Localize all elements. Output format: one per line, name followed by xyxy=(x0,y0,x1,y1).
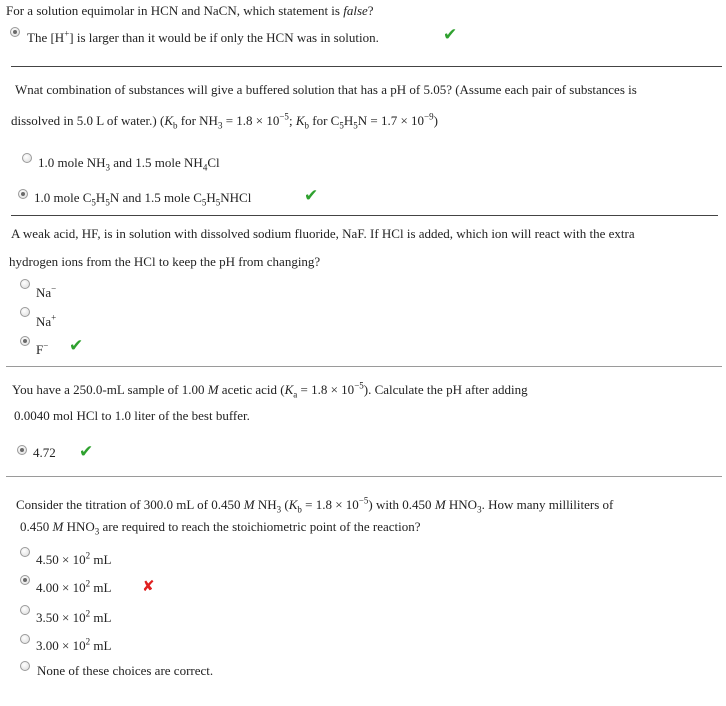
q3-option3-label: F− xyxy=(36,340,49,357)
q2-option1-label: 1.0 mole $NH_3$ and 1.5 mole $NH_4Cl$ xyxy=(38,155,220,173)
q5-option4-label: $3.00 \times 10^2$ mL xyxy=(36,636,112,653)
q3-option1-radio[interactable] xyxy=(20,279,30,289)
q3-prompt-line1: A weak acid, HF, is in solution with dissolved sodium fluoride, NaF. If HCl is added, which ion will react with the extra xyxy=(11,226,635,241)
q2-prompt-line1: Wnat combination of substances will give a buffered solution that has a pH of 5.05? (Assume each pair of substances is xyxy=(15,82,637,97)
q5-prompt-line1: Consider the titration of 300.0 mL of 0.450 M $NH_3$ $(K_b = 1.8 \times 10^{-5})$ with 0.450 M $HNO_3$. How many milliliters of xyxy=(16,495,614,515)
q4-prompt-line1: You have a 250.0-mL sample of 1.00 M acetic acid $(K_a = 1.8 \times 10^{-5})$. Calculate the pH after adding xyxy=(12,380,528,400)
q3-option1-label: Na− xyxy=(36,283,57,300)
q5-option2-radio[interactable] xyxy=(20,575,30,585)
correct-check-icon: ✔ xyxy=(304,186,319,206)
q5-option2-label: $4.00 \times 10^2$ mL xyxy=(36,578,112,595)
q5-option4-radio[interactable] xyxy=(20,634,30,644)
divider xyxy=(11,66,722,67)
q5-prompt-line2: 0.450 M $HNO_3$ are required to reach the stoichiometric point of the reaction? xyxy=(20,519,421,537)
q5-option3-radio[interactable] xyxy=(20,605,30,615)
q2-prompt-line2: dissolved in 5.0 L of water.) ($K_b$ for $NH_3 = 1.8 \times 10^{-5}$; $K_b$ for $C_5H_5N = 1.7 \times 10^{-9}$) xyxy=(11,111,438,131)
correct-check-icon: ✔ xyxy=(69,336,84,356)
q5-option1-label: $4.50 \times 10^2$ mL xyxy=(36,550,112,567)
q1-option-radio[interactable] xyxy=(10,27,20,37)
q3-option2-radio[interactable] xyxy=(20,307,30,317)
q5-option1-radio[interactable] xyxy=(20,547,30,557)
q5-option5-label: None of these choices are correct. xyxy=(37,663,214,678)
q4-answer-label: 4.72 xyxy=(33,445,56,460)
q5-option5-radio[interactable] xyxy=(20,661,30,671)
divider xyxy=(6,366,722,367)
q2-option2-label: 1.0 mole $C_5H_5N$ and 1.5 mole $C_5H_5NHCl$ xyxy=(34,190,252,208)
q2-option2-radio[interactable] xyxy=(18,189,28,199)
divider xyxy=(6,476,722,477)
q4-answer-radio[interactable] xyxy=(17,445,27,455)
q3-prompt-line2: hydrogen ions from the HCl to keep the pH from changing? xyxy=(9,254,321,269)
q2-option1-radio[interactable] xyxy=(22,153,32,163)
incorrect-x-icon: ✘ xyxy=(142,577,155,595)
correct-check-icon: ✔ xyxy=(443,25,458,45)
q4-prompt-line2: 0.0040 mol HCl to 1.0 liter of the best buffer. xyxy=(14,408,250,423)
q5-option3-label: $3.50 \times 10^2$ mL xyxy=(36,608,112,625)
q1-option-label: The [H+] is larger than it would be if only the HCN was in solution. xyxy=(27,28,379,45)
divider xyxy=(11,215,718,216)
q1-prompt: For a solution equimolar in HCN and NaCN, which statement is false? xyxy=(6,3,374,18)
q3-option2-label: Na+ xyxy=(36,312,57,329)
q3-option3-radio[interactable] xyxy=(20,336,30,346)
correct-check-icon: ✔ xyxy=(79,442,94,462)
